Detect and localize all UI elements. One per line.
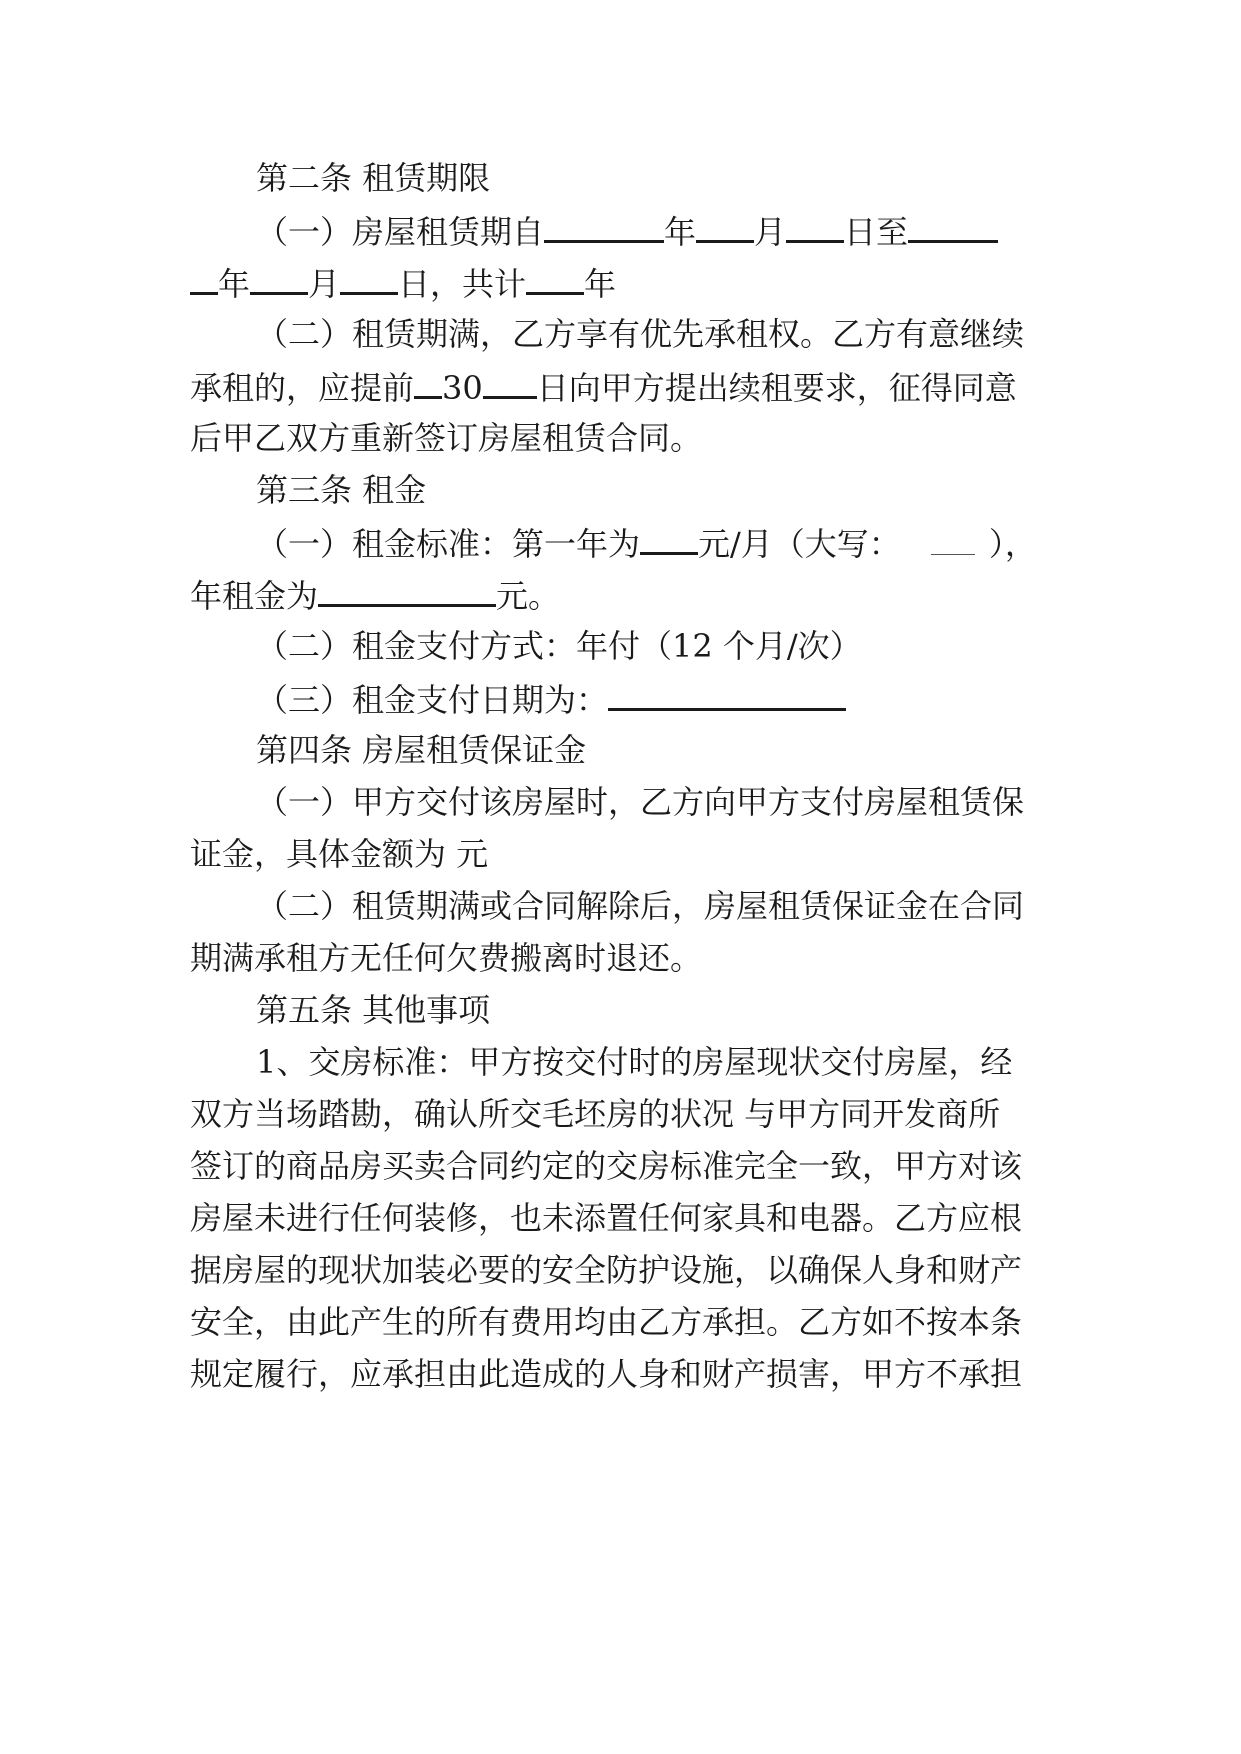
text-segment: 日向甲方提出续租要求，征得同意 (536, 369, 1017, 407)
blank-day-end[interactable] (340, 262, 398, 295)
text-segment: 日，共计 (398, 265, 527, 303)
article-2-title: 第二条 租赁期限 (256, 159, 491, 197)
text-segment: 月 (308, 265, 341, 303)
article-5-line: 签订的商品房买卖合同约定的交房标准完全一致，甲方对该 (190, 1147, 1023, 1185)
article-5-line: 据房屋的现状加装必要的安全防护设施，以确保人身和财产 (190, 1251, 1023, 1289)
text-segment: 承租的，应提前 (190, 369, 415, 407)
text-segment: 元。 (496, 577, 561, 615)
article-5-line: 安全，由此产生的所有费用均由乙方承担。乙方如不按本条 (190, 1303, 1023, 1341)
article-2-para-2-line-1: （二）租赁期满，乙方享有优先承租权。乙方有意继续 (256, 315, 1025, 353)
article-5-line: 规定履行，应承担由此造成的人身和财产损害，甲方不承担 (190, 1355, 1023, 1393)
blank-payment-date[interactable] (608, 678, 846, 711)
text-segment: （一）房屋租赁期自 (256, 213, 545, 251)
text-segment: 年 (664, 213, 697, 251)
article-3-para-1-line-1 (256, 522, 1037, 562)
article-4-para-1-line-1: （一）甲方交付该房屋时，乙方向甲方支付房屋租赁保 (256, 783, 1025, 821)
article-5-line: 1、交房标准：甲方按交付时的房屋现状交付房屋，经 (256, 1043, 1013, 1081)
article-5-line: 房屋未进行任何装修，也未添置任何家具和电器。乙方应根 (190, 1199, 1023, 1237)
article-3-para-3 (256, 678, 846, 718)
article-4-para-1-line-2: 证金，具体金额为 元 (190, 835, 489, 873)
blank-days-left[interactable] (414, 366, 442, 399)
blank-rent-uppercase[interactable] (931, 526, 975, 555)
article-2-para-1-line-2 (190, 262, 616, 302)
article-4-para-2-line-2: 期满承租方无任何欠费搬离时退还。 (190, 939, 703, 977)
text-segment: 年租金为 (190, 577, 319, 615)
blank-day-start[interactable] (786, 210, 844, 243)
blank-total-years[interactable] (526, 262, 584, 295)
article-4-para-2-line-1: （二）租赁期满或合同解除后，房屋租赁保证金在合同 (256, 887, 1025, 925)
article-2-para-2-line-3: 后甲乙双方重新签订房屋租赁合同。 (190, 419, 703, 457)
article-3-para-2: （二）租金支付方式：年付（12 个月/次） (256, 627, 862, 665)
blank-year-start[interactable] (544, 210, 664, 243)
article-2-para-1-line-1 (256, 210, 998, 250)
text-segment: ）， (988, 525, 1037, 563)
text-segment: 日至 (844, 213, 909, 251)
article-5-line: 双方当场踏勘，确认所交毛坯房的状况 与甲方同开发商所 (190, 1095, 1001, 1133)
text-segment: （三）租金支付日期为： (256, 681, 609, 719)
blank-month-end[interactable] (250, 262, 308, 295)
blank-monthly-rent[interactable] (640, 522, 698, 555)
blank-month-start[interactable] (696, 210, 754, 243)
article-3-title: 第三条 租金 (256, 471, 427, 509)
article-2-para-2-line-2 (190, 366, 1017, 406)
blank-year-end-part-2[interactable] (190, 262, 218, 295)
text-segment: （一）租金标准：第一年为 (256, 525, 641, 563)
article-4-title: 第四条 房屋租赁保证金 (256, 731, 587, 769)
blank-days-right[interactable] (483, 366, 537, 399)
text-segment: 月 (754, 213, 787, 251)
notice-days-value: 30 (442, 369, 483, 407)
text-segment: 年 (218, 265, 251, 303)
article-3-para-1-line-2 (190, 574, 560, 614)
blank-annual-rent[interactable] (318, 574, 496, 607)
text-segment: 元/月（大写： (698, 525, 901, 563)
blank-year-end-part-1[interactable] (908, 210, 998, 243)
text-segment: 年 (584, 265, 617, 303)
article-5-title: 第五条 其他事项 (256, 991, 491, 1029)
